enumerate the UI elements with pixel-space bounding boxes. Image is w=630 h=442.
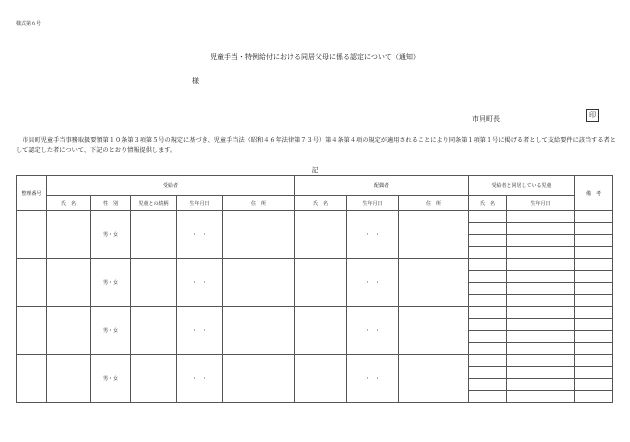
cell-spouse-address — [399, 307, 469, 355]
cell-child-birthdate — [507, 391, 575, 403]
cell-recipient-birthdate: ・ ・ — [177, 211, 223, 259]
header-recipient-gender: 性 別 — [91, 196, 131, 211]
cell-child-name — [469, 379, 507, 391]
cell-recipient-relation — [131, 307, 177, 355]
cell-child-name — [469, 331, 507, 343]
cell-child-birthdate — [507, 307, 575, 319]
header-spouse-address: 住 所 — [399, 196, 469, 211]
cell-biko — [575, 367, 613, 379]
cell-spouse-name — [295, 211, 347, 259]
cell-biko — [575, 319, 613, 331]
cell-recipient-address — [223, 211, 295, 259]
cell-child-birthdate — [507, 271, 575, 283]
information-table — [16, 175, 613, 403]
cell-recipient-birthdate: ・ ・ — [177, 355, 223, 403]
cell-spouse-birthdate: ・ ・ — [347, 259, 399, 307]
header-spouse-birthdate: 生年月日 — [347, 196, 399, 211]
cell-child-name — [469, 391, 507, 403]
cell-spouse-address — [399, 259, 469, 307]
header-child-birthdate: 生年月日 — [507, 196, 575, 211]
cell-child-name — [469, 295, 507, 307]
cell-child-name — [469, 223, 507, 235]
header-recipient-name: 氏 名 — [47, 196, 91, 211]
cell-seiri-number — [17, 259, 47, 307]
table-row — [17, 211, 613, 223]
cell-biko — [575, 391, 613, 403]
cell-child-name — [469, 271, 507, 283]
cell-child-name — [469, 235, 507, 247]
cell-biko — [575, 271, 613, 283]
cell-seiri-number — [17, 355, 47, 403]
cell-biko — [575, 211, 613, 223]
cell-biko — [575, 379, 613, 391]
cell-child-name — [469, 319, 507, 331]
cell-seiri-number — [17, 211, 47, 259]
cell-biko — [575, 295, 613, 307]
issuer-name: 市貝町長 — [472, 115, 500, 123]
cell-child-birthdate — [507, 367, 575, 379]
cell-recipient-relation — [131, 259, 177, 307]
cell-child-name — [469, 247, 507, 259]
header-seiri-number: 整理番号 — [17, 176, 47, 211]
header-recipient-address: 住 所 — [223, 196, 295, 211]
cell-recipient-address — [223, 307, 295, 355]
cell-recipient-name — [47, 259, 91, 307]
cell-child-birthdate — [507, 331, 575, 343]
cell-child-birthdate — [507, 211, 575, 223]
cell-child-birthdate — [507, 319, 575, 331]
cell-recipient-gender: 男・女 — [91, 211, 131, 259]
cell-child-birthdate — [507, 223, 575, 235]
header-recipient: 受給者 — [47, 176, 295, 196]
form-number: 様式第６号 — [16, 21, 42, 27]
header-children: 受給者と同居している児童 — [469, 176, 575, 196]
cell-biko — [575, 259, 613, 271]
header-recipient-birthdate: 生年月日 — [177, 196, 223, 211]
cell-spouse-name — [295, 259, 347, 307]
cell-child-birthdate — [507, 355, 575, 367]
cell-recipient-address — [223, 355, 295, 403]
cell-spouse-address — [399, 211, 469, 259]
cell-child-birthdate — [507, 247, 575, 259]
cell-child-name — [469, 211, 507, 223]
cell-recipient-name — [47, 355, 91, 403]
cell-child-name — [469, 283, 507, 295]
cell-recipient-gender: 男・女 — [91, 355, 131, 403]
cell-biko — [575, 343, 613, 355]
cell-recipient-name — [47, 211, 91, 259]
cell-spouse-name — [295, 355, 347, 403]
cell-spouse-address — [399, 355, 469, 403]
cell-child-name — [469, 343, 507, 355]
cell-child-name — [469, 367, 507, 379]
cell-biko — [575, 247, 613, 259]
cell-recipient-relation — [131, 211, 177, 259]
cell-recipient-birthdate: ・ ・ — [177, 307, 223, 355]
cell-recipient-address — [223, 259, 295, 307]
cell-biko — [575, 283, 613, 295]
cell-biko — [575, 235, 613, 247]
header-recipient-relation: 児童との続柄 — [131, 196, 177, 211]
cell-child-birthdate — [507, 283, 575, 295]
cell-recipient-name — [47, 307, 91, 355]
document-title: 児童手当・特例給付における同居父母に係る認定について（通知） — [210, 53, 420, 61]
header-spouse: 配偶者 — [295, 176, 469, 196]
header-spouse-name: 氏 名 — [295, 196, 347, 211]
cell-biko — [575, 355, 613, 367]
cell-biko — [575, 331, 613, 343]
body-text: 市貝町児童手当事務取扱要領第１０条第３項第５号の規定に基づき、児童手当法（昭和４６年法律第７３号）第４条第４項の規定が適用されることにより同条第１項第１号に掲げる者として支給要件に該当する者として認定した者について、下記のとおり情報提供します。 — [16, 137, 616, 154]
cell-spouse-name — [295, 307, 347, 355]
cell-child-birthdate — [507, 259, 575, 271]
cell-child-birthdate — [507, 379, 575, 391]
cell-biko — [575, 307, 613, 319]
cell-seiri-number — [17, 307, 47, 355]
cell-child-birthdate — [507, 235, 575, 247]
ki-heading: 記 — [311, 166, 319, 174]
header-child-name: 氏 名 — [469, 196, 507, 211]
addressee-suffix: 様 — [192, 77, 199, 85]
cell-child-name — [469, 259, 507, 271]
cell-spouse-birthdate: ・ ・ — [347, 355, 399, 403]
cell-recipient-gender: 男・女 — [91, 307, 131, 355]
table-row — [17, 307, 613, 319]
seal-box: 印 — [586, 109, 599, 122]
table-row — [17, 355, 613, 367]
table-row — [17, 259, 613, 271]
cell-recipient-birthdate: ・ ・ — [177, 259, 223, 307]
cell-recipient-gender: 男・女 — [91, 259, 131, 307]
cell-recipient-relation — [131, 355, 177, 403]
cell-biko — [575, 223, 613, 235]
cell-child-birthdate — [507, 343, 575, 355]
cell-child-birthdate — [507, 295, 575, 307]
cell-spouse-birthdate: ・ ・ — [347, 211, 399, 259]
cell-child-name — [469, 355, 507, 367]
cell-spouse-birthdate: ・ ・ — [347, 307, 399, 355]
header-biko: 備 考 — [575, 176, 613, 211]
cell-child-name — [469, 307, 507, 319]
